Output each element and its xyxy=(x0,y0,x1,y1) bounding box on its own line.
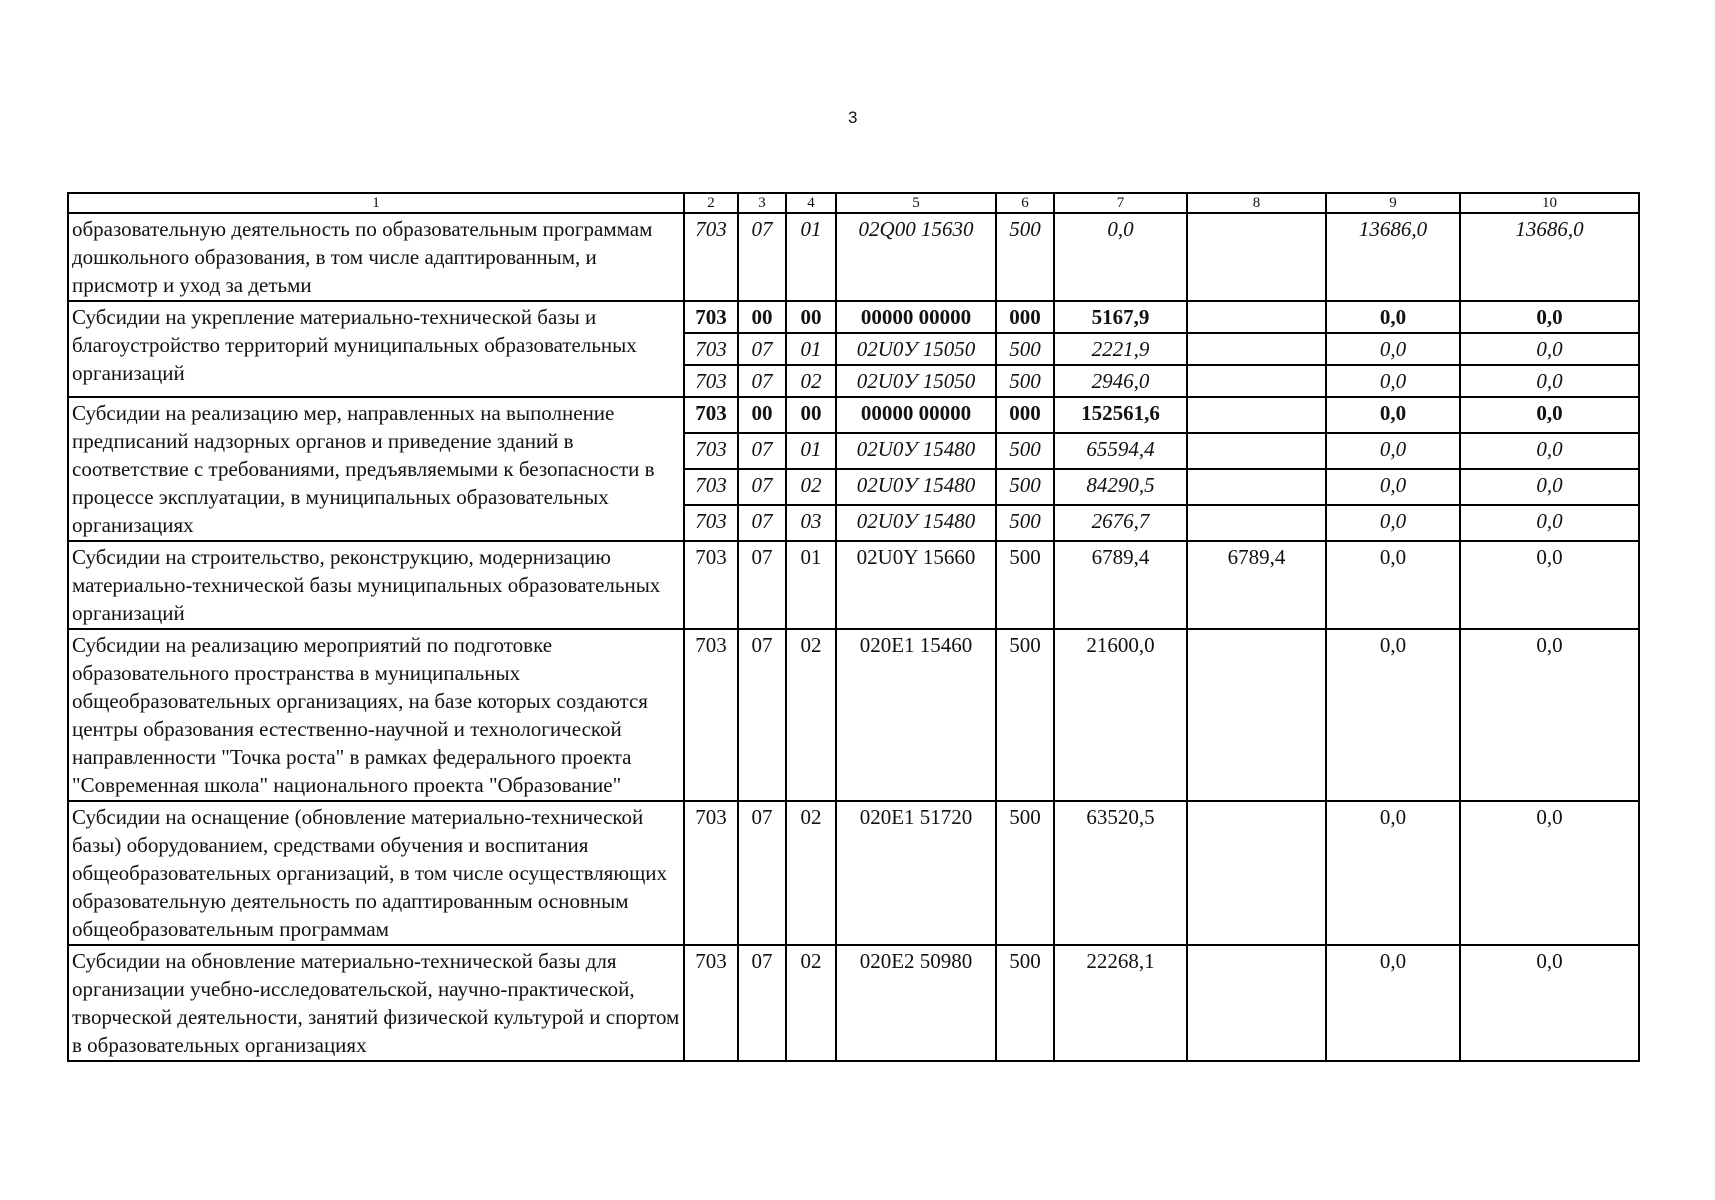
amount-cell: 21600,0 xyxy=(1054,629,1187,801)
amount-cell: 0,0 xyxy=(1326,333,1460,365)
code-cell: 703 xyxy=(684,397,738,433)
subsection-cell: 01 xyxy=(786,433,836,469)
target-article-cell: 02U0У 15480 xyxy=(836,469,996,505)
amount-cell xyxy=(1187,801,1326,945)
amount-cell: 0,0 xyxy=(1460,397,1639,433)
target-article-cell: 00000 00000 xyxy=(836,301,996,333)
section-cell: 07 xyxy=(738,433,786,469)
code-cell: 703 xyxy=(684,505,738,541)
code-cell: 703 xyxy=(684,801,738,945)
section-cell: 07 xyxy=(738,629,786,801)
amount-cell xyxy=(1187,505,1326,541)
amount-cell: 0,0 xyxy=(1326,397,1460,433)
code-cell: 703 xyxy=(684,365,738,397)
amount-cell: 0,0 xyxy=(1326,629,1460,801)
description-cell: Субсидии на оснащение (обновление материально-технической базы) оборудованием, средствами обучения и воспитания общеобразовательных организаций, в том числе осуществляющих образовательную деятельность по адаптированным основным общеобразовательным программам xyxy=(68,801,684,945)
budget-table xyxy=(67,192,1640,1062)
target-article-cell: 02Q00 15630 xyxy=(836,213,996,301)
amount-cell: 152561,6 xyxy=(1054,397,1187,433)
amount-cell xyxy=(1187,469,1326,505)
amount-cell: 0,0 xyxy=(1460,433,1639,469)
amount-cell: 0,0 xyxy=(1326,301,1460,333)
amount-cell: 0,0 xyxy=(1460,469,1639,505)
code-cell: 703 xyxy=(684,301,738,333)
target-article-cell: 00000 00000 xyxy=(836,397,996,433)
column-number: 7 xyxy=(1054,193,1187,213)
expense-type-cell: 000 xyxy=(996,301,1054,333)
expense-type-cell: 500 xyxy=(996,629,1054,801)
amount-cell: 2221,9 xyxy=(1054,333,1187,365)
subsection-cell: 01 xyxy=(786,541,836,629)
amount-cell: 5167,9 xyxy=(1054,301,1187,333)
subsection-cell: 02 xyxy=(786,469,836,505)
amount-cell xyxy=(1187,365,1326,397)
target-article-cell: 02U0У 15050 xyxy=(836,365,996,397)
section-cell: 07 xyxy=(738,945,786,1061)
description-cell: Субсидии на реализацию мер, направленных на выполнение предписаний надзорных органов и приведение зданий в соответствие с требованиями, предъявляемыми к безопасности в процессе эксплуатации, в муниципальных образовательных организациях xyxy=(68,397,684,541)
table-body xyxy=(68,193,1639,1061)
table-row xyxy=(68,213,1639,301)
description-cell: образовательную деятельность по образовательным программам дошкольного образования, в том числе адаптированным, и присмотр и уход за детьми xyxy=(68,213,684,301)
subsection-cell: 02 xyxy=(786,629,836,801)
code-cell: 703 xyxy=(684,541,738,629)
subsection-cell: 01 xyxy=(786,333,836,365)
subsection-cell: 01 xyxy=(786,213,836,301)
column-number: 5 xyxy=(836,193,996,213)
expense-type-cell: 500 xyxy=(996,945,1054,1061)
section-cell: 07 xyxy=(738,365,786,397)
subsection-cell: 00 xyxy=(786,301,836,333)
column-number: 10 xyxy=(1460,193,1639,213)
amount-cell: 0,0 xyxy=(1326,505,1460,541)
code-cell: 703 xyxy=(684,629,738,801)
description-cell: Субсидии на обновление материально-технической базы для организации учебно-исследовательской, научно-практической, творческой деятельности, занятий физической культурой и спортом в образовательных организациях xyxy=(68,945,684,1061)
amount-cell: 6789,4 xyxy=(1054,541,1187,629)
amount-cell: 0,0 xyxy=(1460,333,1639,365)
amount-cell: 84290,5 xyxy=(1054,469,1187,505)
amount-cell xyxy=(1187,397,1326,433)
amount-cell: 0,0 xyxy=(1460,505,1639,541)
description-cell: Субсидии на укрепление материально-технической базы и благоустройство территорий муниципальных образовательных организаций xyxy=(68,301,684,397)
target-article-cell: 02U0У 15480 xyxy=(836,505,996,541)
page-number: 3 xyxy=(848,108,858,127)
table-row xyxy=(68,301,1639,333)
expense-type-cell: 500 xyxy=(996,433,1054,469)
amount-cell: 0,0 xyxy=(1460,365,1639,397)
column-number: 4 xyxy=(786,193,836,213)
section-cell: 00 xyxy=(738,301,786,333)
table-row xyxy=(68,541,1639,629)
section-cell: 07 xyxy=(738,333,786,365)
column-number: 6 xyxy=(996,193,1054,213)
target-article-cell: 020E1 51720 xyxy=(836,801,996,945)
amount-cell: 13686,0 xyxy=(1326,213,1460,301)
amount-cell: 0,0 xyxy=(1326,801,1460,945)
subsection-cell: 02 xyxy=(786,365,836,397)
expense-type-cell: 500 xyxy=(996,801,1054,945)
amount-cell: 0,0 xyxy=(1326,365,1460,397)
target-article-cell: 020E1 15460 xyxy=(836,629,996,801)
amount-cell: 0,0 xyxy=(1326,541,1460,629)
column-number: 3 xyxy=(738,193,786,213)
expense-type-cell: 500 xyxy=(996,505,1054,541)
amount-cell xyxy=(1187,945,1326,1061)
amount-cell xyxy=(1187,433,1326,469)
amount-cell: 2676,7 xyxy=(1054,505,1187,541)
expense-type-cell: 500 xyxy=(996,333,1054,365)
column-number: 9 xyxy=(1326,193,1460,213)
table-row xyxy=(68,629,1639,801)
table-row xyxy=(68,397,1639,433)
amount-cell xyxy=(1187,629,1326,801)
expense-type-cell: 500 xyxy=(996,469,1054,505)
subsection-cell: 03 xyxy=(786,505,836,541)
amount-cell: 0,0 xyxy=(1460,541,1639,629)
section-cell: 07 xyxy=(738,801,786,945)
subsection-cell: 02 xyxy=(786,945,836,1061)
amount-cell: 0,0 xyxy=(1460,301,1639,333)
target-article-cell: 02U0У 15480 xyxy=(836,433,996,469)
amount-cell: 6789,4 xyxy=(1187,541,1326,629)
code-cell: 703 xyxy=(684,213,738,301)
amount-cell: 0,0 xyxy=(1460,945,1639,1061)
table-row xyxy=(68,945,1639,1061)
amount-cell: 22268,1 xyxy=(1054,945,1187,1061)
amount-cell xyxy=(1187,301,1326,333)
code-cell: 703 xyxy=(684,433,738,469)
expense-type-cell: 500 xyxy=(996,213,1054,301)
code-cell: 703 xyxy=(684,945,738,1061)
amount-cell: 0,0 xyxy=(1326,469,1460,505)
column-number: 8 xyxy=(1187,193,1326,213)
subsection-cell: 02 xyxy=(786,801,836,945)
amount-cell xyxy=(1187,213,1326,301)
target-article-cell: 02U0У 15050 xyxy=(836,333,996,365)
section-cell: 07 xyxy=(738,213,786,301)
amount-cell: 0,0 xyxy=(1460,801,1639,945)
column-number: 2 xyxy=(684,193,738,213)
target-article-cell: 020E2 50980 xyxy=(836,945,996,1061)
table-row xyxy=(68,801,1639,945)
amount-cell: 65594,4 xyxy=(1054,433,1187,469)
expense-type-cell: 000 xyxy=(996,397,1054,433)
target-article-cell: 02U0Y 15660 xyxy=(836,541,996,629)
expense-type-cell: 500 xyxy=(996,541,1054,629)
expense-type-cell: 500 xyxy=(996,365,1054,397)
amount-cell: 0,0 xyxy=(1326,433,1460,469)
section-cell: 07 xyxy=(738,541,786,629)
subsection-cell: 00 xyxy=(786,397,836,433)
section-cell: 07 xyxy=(738,505,786,541)
amount-cell: 2946,0 xyxy=(1054,365,1187,397)
amount-cell: 0,0 xyxy=(1326,945,1460,1061)
amount-cell: 0,0 xyxy=(1460,629,1639,801)
column-number: 1 xyxy=(68,193,684,213)
amount-cell: 0,0 xyxy=(1054,213,1187,301)
amount-cell xyxy=(1187,333,1326,365)
amount-cell: 13686,0 xyxy=(1460,213,1639,301)
code-cell: 703 xyxy=(684,333,738,365)
code-cell: 703 xyxy=(684,469,738,505)
description-cell: Субсидии на реализацию мероприятий по подготовке образовательного пространства в муниципальных общеобразовательных организациях, на базе которых создаются центры образования естественно-научной и технологической направленности "Точка роста" в рамках федерального проекта "Современная школа" национального проекта "Образование" xyxy=(68,629,684,801)
column-number-row xyxy=(68,193,1639,213)
section-cell: 00 xyxy=(738,397,786,433)
section-cell: 07 xyxy=(738,469,786,505)
amount-cell: 63520,5 xyxy=(1054,801,1187,945)
description-cell: Субсидии на строительство, реконструкцию, модернизацию материально-технической базы муниципальных образовательных организаций xyxy=(68,541,684,629)
